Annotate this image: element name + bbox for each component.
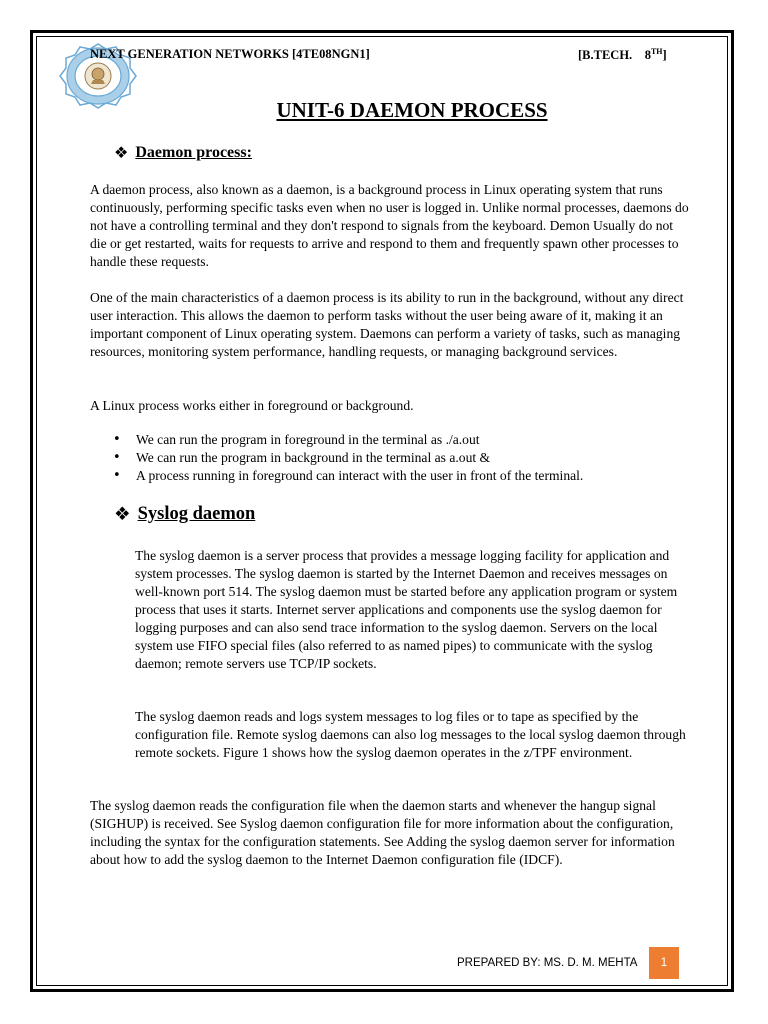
- semester-close: ]: [662, 48, 667, 63]
- diamond-bullet-icon: ❖: [114, 143, 129, 162]
- semester-superscript: TH: [650, 47, 663, 56]
- course-header: NEXT GENERATION NETWORKS [4TE08NGN1]: [90, 47, 370, 61]
- paragraph: The syslog daemon reads and logs system messages to log files or to tape as specified by the configuration file. Remote syslog daemons can also log messages to the local syslog daemon through remote sockets. Figure 1 shows how the syslog daemon operates in the z/TPF environment.: [135, 709, 686, 760]
- paragraph: One of the main characteristics of a daemon process is its ability to run in the background, without any direct user interaction. This allows the daemon to perform tasks without the user being aware of it, making it an important component of Linux operating system. Daemons can perform a variety of tasks, such as managing resources, monitoring system performance, handling requests, or managing background services.: [90, 290, 684, 359]
- paragraph: A daemon process, also known as a daemon, is a background process in Linux operating system that runs continuously, performing specific tasks even when no user is logged in. Unlike normal processes, daemons do not have a controlling terminal and they don't respond to signals from the keyboard. Demon Usually do not die or get restarted, waits for requests to arrive and respond to them and frequently spawn other processes to handle these requests.: [90, 182, 689, 269]
- paragraph: The syslog daemon reads the configuration file when the daemon starts and whenever the hangup signal (SIGHUP) is received. See Syslog daemon configuration file for more information about the configuration, including the syntax for the configuration statements. See Adding the syslog daemon server for information about how to add the syslog daemon to the Internet Daemon configuration file (IDCF).: [90, 798, 675, 867]
- page-number-badge: 1: [649, 947, 679, 979]
- paragraph: The syslog daemon is a server process that provides a message logging facility for application and system processes. The syslog daemon is started by the Internet Daemon and receives messages on well-known port 514. The syslog daemon must be started before any application program or system process that uses it starts. Internet server applications and components use the syslog daemon for logging purposes and can also send trace information to the syslog daemon. Servers on the local system use FIFO special files (also referred to as named pipes) to communicate with the syslog daemon; remote servers use TCP/IP sockets.: [135, 548, 678, 671]
- bullet-list: [113, 431, 583, 485]
- section-heading-syslog-daemon: [114, 504, 255, 525]
- page-title: UNIT-6 DAEMON PROCESS: [276, 98, 548, 122]
- section-heading-daemon-process: [114, 143, 252, 162]
- section-heading-label: Daemon process:: [135, 143, 252, 161]
- list-item: • We can run the program in foreground in the terminal as ./a.out: [113, 431, 583, 449]
- section-heading-label: Syslog daemon: [137, 504, 256, 524]
- diamond-bullet-icon: ❖: [114, 504, 131, 525]
- paragraph: A Linux process works either in foreground or background.: [90, 398, 414, 413]
- list-item: • A process running in foreground can interact with the user in front of the terminal.: [113, 467, 583, 485]
- program-label: [B.TECH.: [578, 48, 633, 63]
- semester-number: 8: [644, 48, 651, 63]
- list-item: • We can run the program in background in the terminal as a.out &: [113, 449, 583, 467]
- prepared-by-footer: PREPARED BY: MS. D. M. MEHTA: [457, 957, 638, 969]
- semester-header: [578, 47, 667, 63]
